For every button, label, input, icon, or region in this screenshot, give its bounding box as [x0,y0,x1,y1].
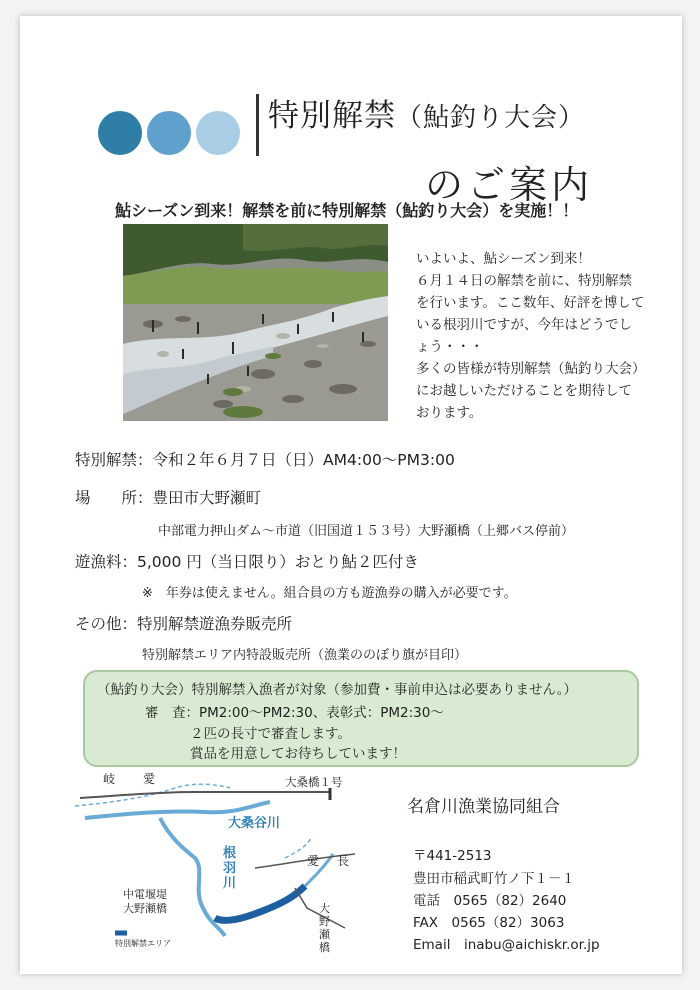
email-label: Email [413,937,451,953]
fee-row [75,550,419,572]
contest-line-4: 賞品を用意してお待ちしています！ [190,746,406,762]
fax-label: FAX [413,915,439,931]
area-map [75,758,375,963]
page-title-sub: のご案内 [425,163,594,207]
title-paren: （鮎釣り大会） [396,103,586,133]
flyer-page [20,16,682,974]
fax-row [413,911,564,931]
map-label-aichi-top: 愛 [143,772,156,786]
map-label-gifu: 岐 [103,772,116,786]
contest-line-3: ２匹の長寸で審査します。 [190,726,351,742]
tel-row [413,889,566,909]
fee-note: ※ 年券は使えません。組合員の方も遊漁券の購入が必要です。 [142,586,517,601]
page-title [268,90,585,135]
map-label-dam: 中電堰堤 [123,888,167,901]
fee-value: 5,000 円（当日限り）おとり鮎２匹付き [137,553,419,571]
place-value: 豊田市大野瀬町 [152,489,262,507]
organization-name: 名倉川漁業協同組合 [407,797,560,817]
tel-value: 0565（82）2640 [453,893,567,909]
email-row [413,933,600,953]
map-label-nagano: 長 [337,854,350,868]
contest-info-box [83,670,639,767]
intro-text [416,248,648,424]
place-label: 場 所： [75,489,153,507]
map-label-bridge-top: 大桑橋１号 [285,775,343,789]
intro-line: おります。 [416,405,483,421]
decor-circle-mid [147,111,191,155]
intro-line: 多くの皆様が特別解禁（鮎釣り大会） [416,361,646,377]
fee-label: 遊漁料： [75,553,138,571]
title-divider [256,94,259,156]
intro-line: いる根羽川ですが、今年はどうでし [416,317,632,333]
date-value: 令和２年６月７日（日）AM4:00～PM3:00 [152,451,455,469]
intro-line: ょう・・・ [416,339,484,355]
map-legend: 特別解禁エリア [115,939,171,948]
address: 豊田市稲武町竹ノ下１－１ [413,871,575,887]
intro-line: ６月１４日の解禁を前に、特別解禁 [416,273,632,289]
contest-line-1: （鮎釣り大会）特別解禁入漁者が対象（参加費・事前申込は必要ありません。） [97,682,578,698]
decor-circle-dark [98,111,142,155]
intro-line: いよいよ、鮎シーズン到来！ [416,251,591,267]
map-label-river-top: 大桑谷川 [228,816,281,831]
date-label: 特別解禁： [75,451,153,469]
fax-value: 0565（82）3063 [451,915,565,931]
river-photo [123,224,388,421]
intro-line: を行います。ここ数年、好評を博して [416,295,645,311]
map-label-river-main: 根羽川 [223,846,237,891]
other-value: 特別解禁遊漁券販売所 [137,615,293,633]
other-row [75,612,292,634]
postal-code: 〒441-2513 [413,848,492,864]
map-label-aichi-right: 愛 [307,854,320,868]
intro-line: にお越しいただけることを期待して [416,383,632,399]
tel-label: 電話 [413,893,440,909]
email-value: inabu@aichiskr.or.jp [463,937,600,953]
title-main: 特別解禁 [268,98,396,134]
map-label-bridge-vertical: 大野瀬橋 [319,902,330,954]
judge-value: PM2:00～PM2:30、表彰式：PM2:30～ [199,705,444,721]
date-row [75,448,455,470]
subtitle: 鮎シーズン到来！解禁を前に特別解禁（鮎釣り大会）を実施！！ [115,201,579,220]
other-detail: 特別解禁エリア内特設販売所（漁業ののぼり旗が目印） [142,648,468,663]
place-detail: 中部電力押山ダム～市道（旧国道１５３号）大野瀬橋（上郷バス停前） [158,524,575,539]
other-label: その他： [75,615,138,633]
judge-label: 審 査： [145,705,199,721]
place-row [75,486,261,508]
map-label-dam-bridge: 大野瀬橋 [123,902,167,915]
decor-circle-light [196,111,240,155]
judge-row [145,701,444,721]
